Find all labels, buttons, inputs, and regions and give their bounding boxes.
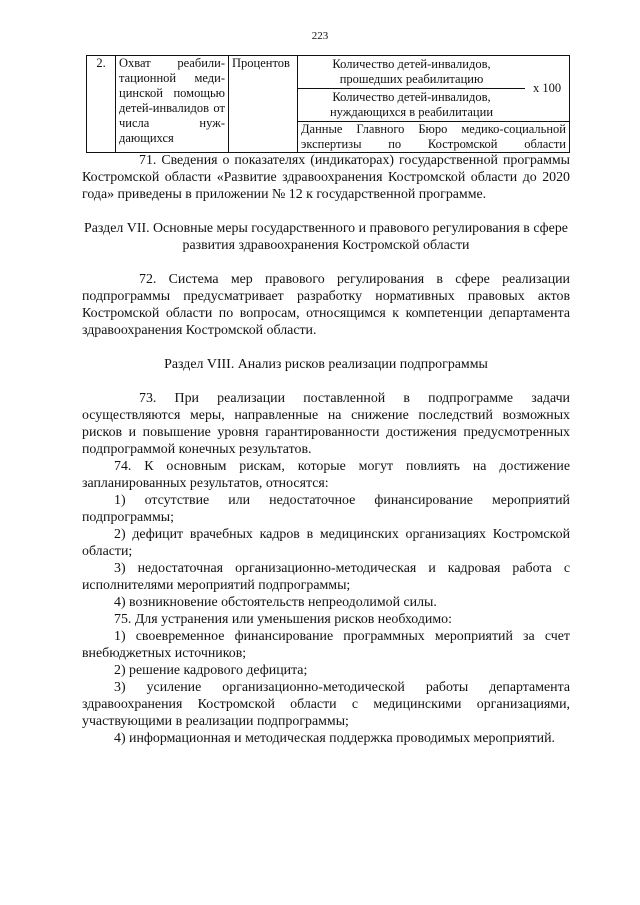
paragraph-75-item-1: 1) своевременное финансирование программных мероприятий за счет внебюджетных источников; [82, 629, 570, 661]
fraction-multiplier: x 100 [532, 81, 562, 95]
page-number: 223 [311, 30, 329, 42]
formula [298, 56, 569, 121]
table-row [87, 56, 570, 153]
section-7-heading: Раздел VII. Основные меры государственного и правового регулирования в сфере развития здравоохранения Костромской области [84, 221, 568, 253]
data-source: Данные Главного Бюро медико-социальной экспертизы по Костромской области [298, 121, 569, 152]
paragraph-74: 74. К основным рискам, которые могут повлиять на достижение запланированных результатов, относятся: [82, 459, 570, 491]
paragraph-74-item-3: 3) недостаточная организационно-методическая и кадровая работа с исполнителями мероприятий подпрограммы; [82, 561, 570, 593]
paragraph-75-item-2: 2) решение кадрового дефицита; [114, 663, 308, 678]
indicator-table [86, 55, 570, 153]
fraction [298, 56, 525, 121]
fraction-denominator: Количество детей-инвалидов, нуждающихся в реабилитации [329, 90, 494, 119]
paragraph-75: 75. Для устранения или уменьшения рисков необходимо: [114, 612, 452, 627]
paragraph-71: 71. Сведения о показателях (индикаторах) государственной программы Костромской области «Развитие здравоохранения Костромской области до 2020 года» приведены в приложении № 12 к государственной программе. [82, 153, 570, 202]
paragraph-75-item-4: 4) информационная и методическая поддержка проводимых мероприятий. [114, 731, 556, 746]
paragraph-73: 73. При реализации поставленной в подпрограмме задачи осуществляются меры, направленные на снижение последствий возможных рисков и повышение уровня гарантированности достижения предусмотренных подпрограммой конечных результатов. [82, 391, 570, 457]
paragraph-72: 72. Система мер правового регулирования в сфере реализации подпрограммы предусматривает разработку нормативных правовых актов Костромской области по вопросам, относящимся к компетенции департамента здравоохранения Костромской области. [82, 272, 570, 338]
paragraph-74-item-1: 1) отсутствие или недостаточное финансирование мероприятий подпрограммы; [82, 493, 570, 525]
row-number-cell: 2. [87, 56, 116, 153]
paragraph-75-item-3: 3) усиление организационно-методической работы департамента здравоохранения Костромской области с медицинскими организациями, участвующими в реализации подпрограммы; [82, 680, 570, 729]
document-body [82, 152, 570, 747]
paragraph-74-item-4: 4) возникновение обстоятельств непреодолимой силы. [114, 595, 437, 610]
indicator-name-cell: Охват реабили-тационной меди-цинской помощью детей-инвалидов от числа нуж-дающихся [116, 56, 229, 153]
paragraph-74-item-2: 2) дефицит врачебных кадров в медицинских организациях Костромской области; [82, 527, 570, 559]
section-8-heading: Раздел VIII. Анализ рисков реализации подпрограммы [164, 357, 488, 372]
fraction-numerator: Количество детей-инвалидов, прошедших реабилитацию [298, 56, 525, 89]
formula-cell [298, 56, 570, 153]
unit-cell: Процентов [229, 56, 298, 153]
